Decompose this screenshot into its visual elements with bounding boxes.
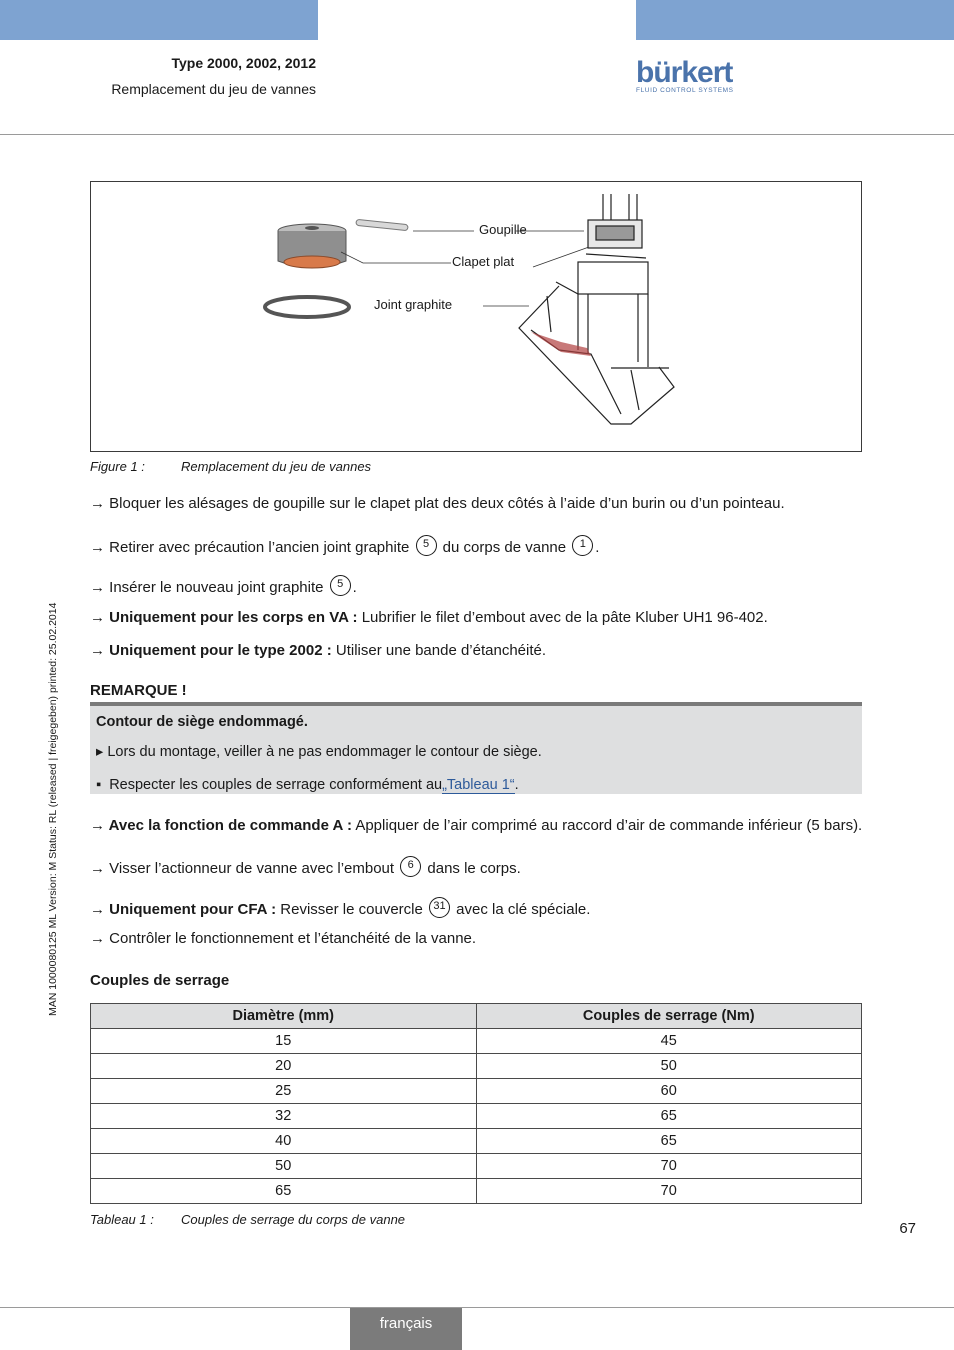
header-bar-left — [0, 0, 318, 40]
figure-caption-number: Figure 1 : — [90, 459, 145, 474]
step-8: → Uniquement pour CFA : Revisser le couvercle 31 avec la clé spéciale. — [90, 897, 590, 918]
step-3: → Insérer le nouveau joint graphite 5 . — [90, 575, 357, 596]
arrow-icon: → — [90, 642, 105, 659]
item-number-5: 5 — [416, 535, 437, 556]
table-row: 32 65 — [91, 1104, 862, 1129]
section-title: Couples de serrage — [90, 972, 230, 989]
table-caption-number: Tableau 1 : — [90, 1212, 154, 1227]
square-bullet-icon: ▪ — [96, 777, 102, 793]
document-type: Type 2000, 2002, 2012 — [171, 55, 316, 71]
label-goupille: Goupille — [479, 222, 527, 237]
logo-tagline: FLUID CONTROL SYSTEMS — [636, 87, 734, 94]
step-1: → Bloquer les alésages de goupille sur le clapet plat des deux côtés à l’aide d’un burin ou d’un pointeau. — [90, 495, 785, 512]
joint-graphite-ring — [265, 297, 349, 317]
label-clapet-plat: Clapet plat — [452, 254, 515, 269]
step-6: → Avec la fonction de commande A : Appliquer de l’air comprimé au raccord d’air de commande inférieur (5 bars). — [90, 817, 863, 834]
column-header-diametre: Diamètre (mm) — [91, 1004, 477, 1029]
arrow-icon: → — [90, 930, 105, 947]
step-4: → Uniquement pour les corps en VA : Lubrifier le filet d’embout avec de la pâte Kluber UH1 96-402. — [90, 609, 768, 626]
clapet-plat-seal — [284, 256, 340, 268]
remarque-title: REMARQUE ! — [90, 682, 187, 699]
item-number-6: 6 — [400, 856, 421, 877]
item-number-31: 31 — [429, 897, 450, 918]
burkert-logo — [636, 58, 734, 94]
table-caption-text: Couples de serrage du corps de vanne — [181, 1212, 406, 1227]
remarque-item-1: ▸ Lors du montage, veiller à ne pas endommager le contour de siège. — [96, 744, 542, 760]
arrow-icon: → — [90, 579, 105, 596]
arrow-icon: → — [90, 495, 105, 512]
table-row: 25 60 — [91, 1079, 862, 1104]
table-row: 50 70 — [91, 1154, 862, 1179]
table-row: 40 65 — [91, 1129, 862, 1154]
remarque-item-2: ▪ Respecter les couples de serrage conformément au„Tableau 1“. — [96, 777, 519, 793]
figure-caption-text: Remplacement du jeu de vannes — [181, 459, 372, 474]
table-row: 15 45 — [91, 1029, 862, 1054]
valve-illustration — [91, 182, 861, 451]
table-header-row — [91, 1004, 862, 1029]
goupille-pin — [356, 219, 408, 230]
tableau-1-link[interactable]: „Tableau 1“ — [442, 777, 515, 793]
header-bar-right — [636, 0, 954, 40]
figure-caption — [90, 459, 490, 477]
step-9: → Contrôler le fonctionnement et l’étanchéité de la vanne. — [90, 930, 477, 947]
valve-body-drawing — [519, 194, 674, 424]
logo-word: bürkert — [636, 56, 733, 89]
figure-frame — [90, 181, 862, 452]
language-tab[interactable]: français — [350, 1308, 462, 1350]
arrow-icon: → — [90, 539, 105, 556]
document-status-sidebar: MAN 1000080125 ML Version: M Status: RL (released | freigegeben) printed: 25.02.2014 — [47, 602, 59, 1016]
table-caption — [90, 1212, 490, 1230]
step-5: → Uniquement pour le type 2002 : Utiliser une bande d’étanchéité. — [90, 642, 547, 659]
remarque-box — [90, 702, 862, 794]
step-7: → Visser l’actionneur de vanne avec l’embout 6 dans le corps. — [90, 856, 521, 877]
arrow-icon: → — [90, 901, 105, 918]
item-number-5: 5 — [330, 575, 351, 596]
document-subtitle: Remplacement du jeu de vannes — [111, 81, 316, 97]
arrow-icon: → — [90, 817, 105, 834]
step-2: → Retirer avec précaution l’ancien joint graphite 5 du corps de vanne 1 . — [90, 535, 599, 556]
footer-divider — [0, 1307, 954, 1308]
triangle-bullet-icon: ▸ — [96, 744, 104, 760]
torque-table — [90, 1003, 862, 1204]
label-joint-graphite: Joint graphite — [374, 297, 453, 312]
header-divider — [0, 134, 954, 135]
column-header-couples: Couples de serrage (Nm) — [476, 1004, 862, 1029]
table-row: 65 70 — [91, 1179, 862, 1204]
arrow-icon: → — [90, 860, 105, 877]
remarque-heading: Contour de siège endommagé. — [96, 714, 308, 730]
table-row: 20 50 — [91, 1054, 862, 1079]
item-number-1: 1 — [572, 535, 593, 556]
arrow-icon: → — [90, 609, 105, 626]
page-number: 67 — [899, 1220, 916, 1237]
